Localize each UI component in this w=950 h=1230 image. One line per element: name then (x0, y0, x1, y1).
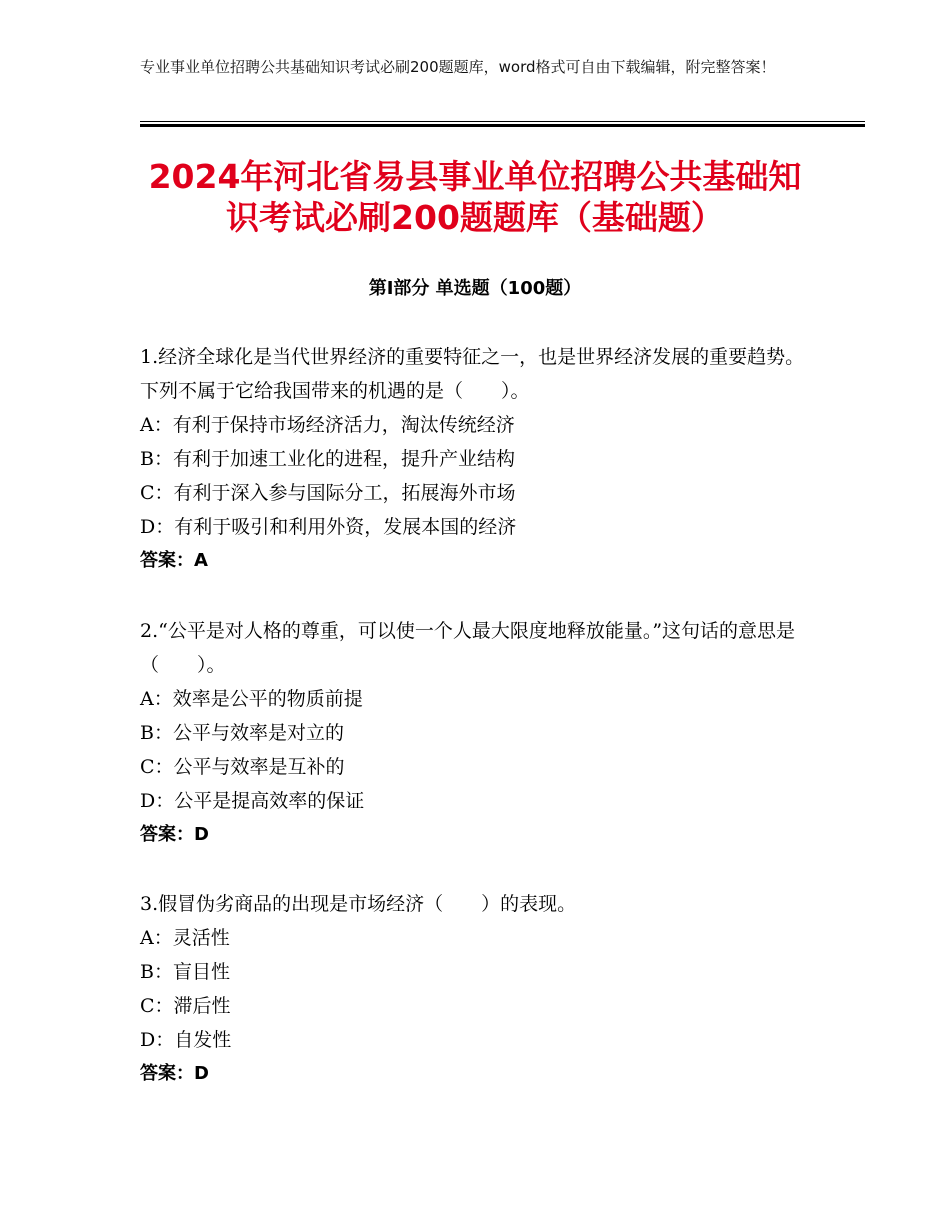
section-title: 第Ⅰ部分 单选题（100题） (368, 278, 582, 299)
option-c: C：有利于深入参与国际分工，拓展海外市场 (140, 482, 516, 504)
option-b: B：有利于加速工业化的进程，提升产业结构 (140, 448, 515, 470)
option-d: D：有利于吸引和利用外资，发展本国的经济 (140, 516, 517, 538)
option-a: A：效率是公平的物质前提 (140, 688, 363, 710)
option-a: A：有利于保持市场经济活力，淘汰传统经济 (140, 414, 515, 436)
option-b: B：盲目性 (140, 961, 230, 983)
question-stem: 1.经济全球化是当代世界经济的重要特征之一，也是世界经济发展的重要趋势。下列不属于它给我国带来的机遇的是（ ）。 (140, 346, 805, 402)
option-d: D：自发性 (140, 1029, 232, 1051)
document-title-line-2: 识考试必刷200题题库（基础题） (226, 198, 724, 237)
question-stem: 3.假冒伪劣商品的出现是市场经济（ ）的表现。 (140, 893, 577, 915)
option-c: C：公平与效率是互补的 (140, 756, 345, 778)
answer: 答案：A (140, 550, 208, 571)
option-d: D：公平是提高效率的保证 (140, 790, 365, 812)
answer: 答案：D (140, 824, 209, 845)
answer: 答案：D (140, 1063, 209, 1084)
question-2 (140, 614, 820, 852)
option-b: B：公平与效率是对立的 (140, 722, 344, 744)
option-a: A：灵活性 (140, 927, 230, 949)
header-note: 专业事业单位招聘公共基础知识考试必刷200题题库，word格式可自由下载编辑，附完整答案！ (140, 58, 776, 76)
document-title-line-1: 2024年河北省易县事业单位招聘公共基础知 (148, 157, 802, 196)
header-rule-thick (140, 124, 865, 127)
header-rule-thin (140, 121, 865, 122)
question-1 (140, 340, 820, 578)
document-title (100, 156, 850, 238)
question-stem: 2.“公平是对人格的尊重，可以使一个人最大限度地释放能量。”这句话的意思是（ ）。 (140, 620, 796, 676)
question-3 (140, 887, 820, 1091)
option-c: C：滞后性 (140, 995, 231, 1017)
